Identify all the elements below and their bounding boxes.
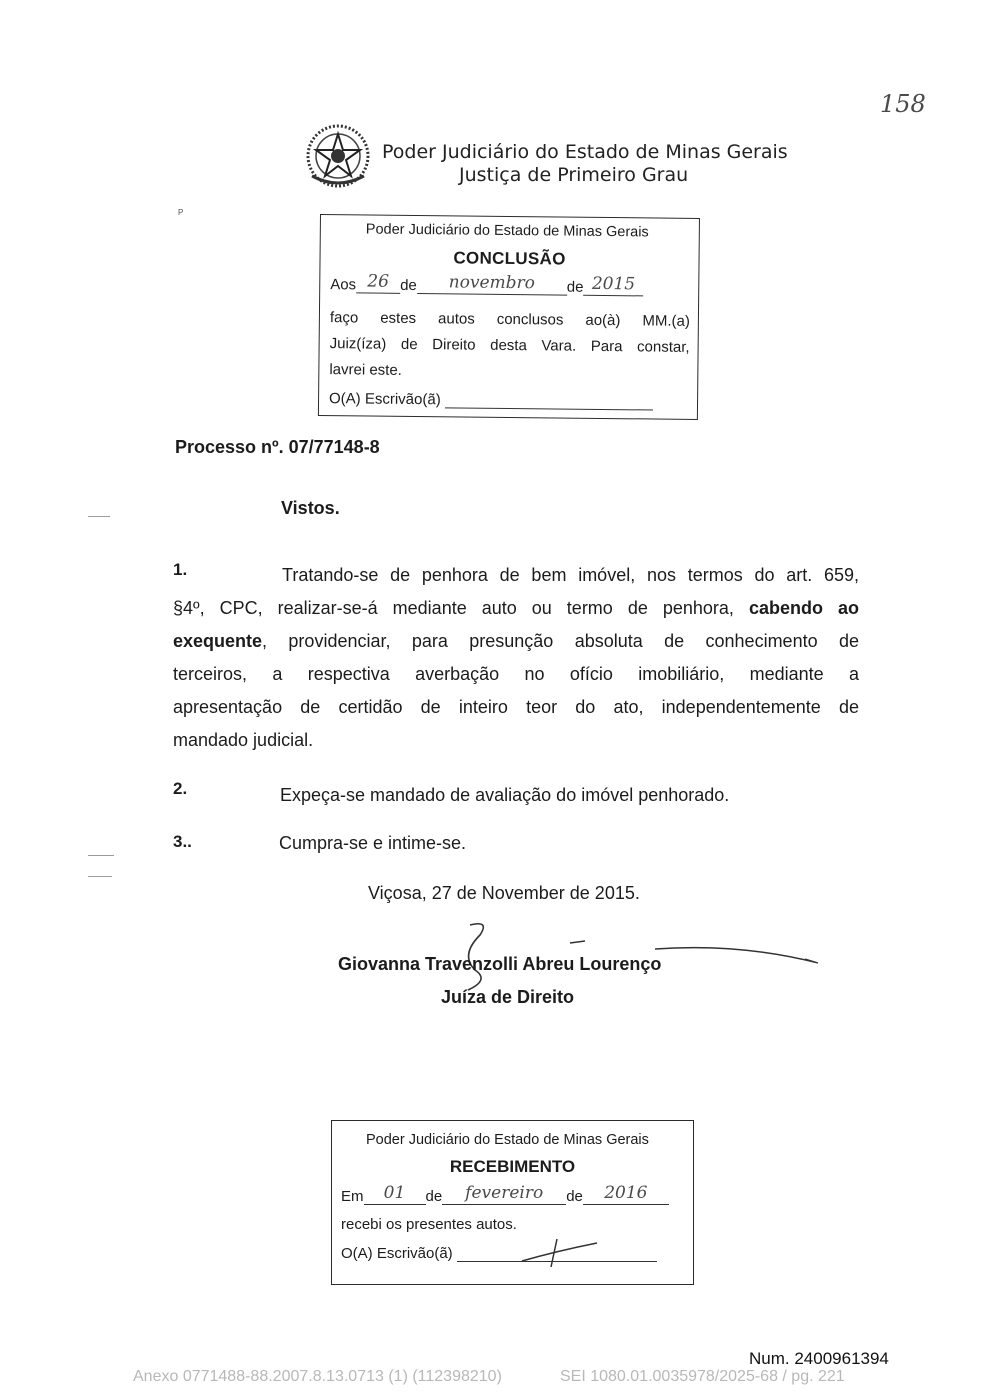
document-number: Num. 2400961394 [749,1349,889,1368]
month-field [442,1183,566,1205]
item-number-1: 1. [173,560,188,579]
item1-line2-text: §4º, CPC, realizar-se-á mediante auto ou termo de penhora, [173,598,734,618]
label-escrivao: O(A) Escrivão(ã) [341,1245,453,1262]
day-field [356,271,400,293]
vistos-heading: Vistos. [281,498,340,518]
year-field [583,1183,669,1205]
item-number-3: 3.. [173,832,192,851]
item1-line2 [173,598,859,619]
conclusao-line2: faço estes autos conclusos ao(à) MM.(a) [329,309,690,330]
signature-field [445,390,653,410]
recebimento-stamp [331,1120,694,1285]
item1-bold-exequente: exequente [173,631,263,651]
page-number: 158 [880,90,926,118]
conclusao-stamp [318,214,700,420]
coat-of-arms-icon [302,120,374,192]
conclusao-date-line [330,271,690,297]
date-line: Viçosa, 27 de November de 2015. [368,883,640,903]
day-field [364,1183,426,1205]
recebimento-date-line [341,1183,669,1205]
recebimento-title: RECEBIMENTO [449,1157,576,1176]
handwritten-year: 2016 [604,1183,648,1203]
handwritten-year: 2015 [591,273,636,295]
margin-mark [88,516,110,517]
label-aos: Aos [330,276,357,294]
judge-name: Giovanna Travenzolli Abreu Lourenço [338,954,662,974]
month-field [417,272,567,296]
item3-text: Cumpra-se e intime-se. [279,833,467,853]
conclusao-line3: Juiz(íza) de Direito desta Vara. Para constar, [329,335,690,356]
item1-line6: mandado judicial. [173,730,314,750]
item1-line3 [173,631,859,652]
item1-line5: apresentação de certidão de inteiro teor do ato, independentemente de [173,697,859,717]
label-de: de [425,1188,443,1205]
item1-bold-cabendo: cabendo ao [748,598,859,618]
item-number-2: 2. [173,779,188,798]
process-number: Processo nº. 07/77148-8 [175,437,380,457]
handwritten-day: 01 [383,1183,406,1203]
conclusao-title: CONCLUSÃO [453,248,566,269]
label-de: de [566,1188,583,1205]
margin-mark [88,855,114,856]
item1-line1: Tratando-se de penhora de bem imóvel, nos termos do art. 659, [282,565,859,585]
conclusao-line4: lavrei este. [329,361,403,379]
label-de: de [400,276,417,295]
handwritten-day: 26 [367,271,390,292]
item1-line3-text: , providenciar, para presunção absoluta de conhecimento de [262,631,859,651]
item1-line4: terceiros, a respectiva averbação no ofício imobiliário, mediante a [173,664,859,684]
label-escrivao: O(A) Escrivão(ã) [328,390,441,409]
footer-anexo: Anexo 0771488-88.2007.8.13.0713 (1) (112398210) [133,1368,502,1385]
header-org: Poder Judiciário do Estado de Minas Gerais [382,141,788,163]
label-em: Em [341,1188,364,1205]
recebimento-org: Poder Judiciário do Estado de Minas Gerais [366,1132,649,1148]
recebimento-escrivao [341,1244,657,1262]
item2-text: Expeça-se mandado de avaliação do imóvel penhorado. [280,785,730,805]
conclusao-escrivao [329,389,689,411]
header-court: Justiça de Primeiro Grau [459,164,689,186]
receipt-signature-icon [517,1231,607,1271]
handwritten-month: fevereiro [465,1183,544,1203]
handwritten-month: novembro [448,272,536,294]
small-mark: P [178,208,184,217]
margin-mark [88,876,112,877]
label-de: de [566,278,584,296]
footer-sei: SEI 1080.01.0035978/2025-68 / pg. 221 [560,1368,845,1385]
recebimento-line2: recebi os presentes autos. [341,1216,517,1233]
judge-role: Juíza de Direito [441,987,575,1007]
conclusao-org: Poder Judiciário do Estado de Minas Gerais [365,221,649,241]
year-field [583,273,643,297]
